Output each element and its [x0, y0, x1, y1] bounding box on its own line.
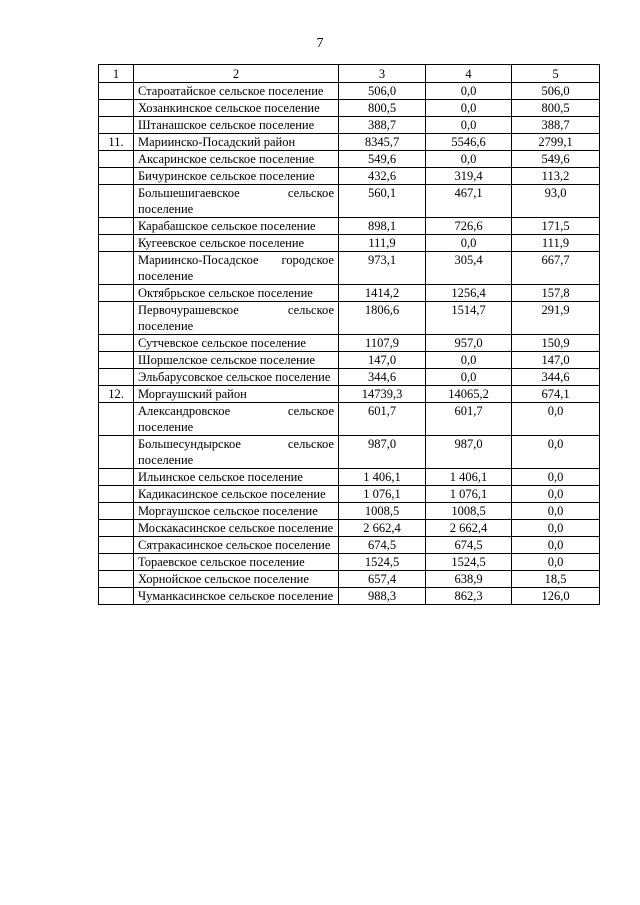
total-value: 987,0 [339, 436, 426, 469]
table-row [99, 83, 600, 100]
row-number [99, 100, 134, 117]
total-value: 674,5 [339, 537, 426, 554]
table-row [99, 218, 600, 235]
table-row [99, 571, 600, 588]
settlement-name: Эльбарусовское сельское поселение [134, 369, 339, 386]
total-value: 549,6 [339, 151, 426, 168]
total-value: 1806,6 [339, 302, 426, 335]
transfer-value: 0,0 [426, 369, 512, 386]
header-cell-2: 2 [134, 65, 339, 83]
table-row [99, 403, 600, 436]
total-value: 601,7 [339, 403, 426, 436]
total-value: 111,9 [339, 235, 426, 252]
transfer-value: 1256,4 [426, 285, 512, 302]
settlement-name: Моргаушский район [134, 386, 339, 403]
total-value: 506,0 [339, 83, 426, 100]
own-value: 0,0 [512, 520, 600, 537]
settlement-name: Чуманкасинское сельское поселение [134, 588, 339, 605]
row-number [99, 403, 134, 436]
row-number [99, 168, 134, 185]
total-value: 2 662,4 [339, 520, 426, 537]
own-value: 344,6 [512, 369, 600, 386]
total-value: 1107,9 [339, 335, 426, 352]
own-value: 113,2 [512, 168, 600, 185]
row-number: 12. [99, 386, 134, 403]
transfer-value: 957,0 [426, 335, 512, 352]
header-cell-1: 1 [99, 65, 134, 83]
transfer-value: 319,4 [426, 168, 512, 185]
row-number [99, 252, 134, 285]
transfer-value: 0,0 [426, 151, 512, 168]
transfer-value: 638,9 [426, 571, 512, 588]
row-number [99, 352, 134, 369]
own-value: 111,9 [512, 235, 600, 252]
total-value: 560,1 [339, 185, 426, 218]
transfer-value: 0,0 [426, 352, 512, 369]
settlement-name: Хозанкинское сельское поселение [134, 100, 339, 117]
table-row [99, 151, 600, 168]
row-number [99, 83, 134, 100]
total-value: 1 406,1 [339, 469, 426, 486]
row-number [99, 520, 134, 537]
row-number [99, 235, 134, 252]
own-value: 549,6 [512, 151, 600, 168]
own-value: 0,0 [512, 403, 600, 436]
row-number: 11. [99, 134, 134, 151]
settlement-name: Большешигаевское сельское поселение [134, 185, 339, 218]
total-value: 898,1 [339, 218, 426, 235]
own-value: 150,9 [512, 335, 600, 352]
transfer-value: 726,6 [426, 218, 512, 235]
own-value: 506,0 [512, 83, 600, 100]
settlement-name: Тораевское сельское поселение [134, 554, 339, 571]
transfer-value: 1514,7 [426, 302, 512, 335]
total-value: 1414,2 [339, 285, 426, 302]
table-row [99, 235, 600, 252]
settlement-name: Мариинско-Посадский район [134, 134, 339, 151]
table-header-row [99, 65, 600, 83]
own-value: 157,8 [512, 285, 600, 302]
settlement-name: Ильинское сельское поселение [134, 469, 339, 486]
transfer-value: 1 076,1 [426, 486, 512, 503]
transfer-value: 1008,5 [426, 503, 512, 520]
table-row [99, 117, 600, 134]
own-value: 291,9 [512, 302, 600, 335]
row-number [99, 537, 134, 554]
table-row [99, 352, 600, 369]
table-row [99, 302, 600, 335]
settlement-name: Мариинско-Посадское городское поселение [134, 252, 339, 285]
table-row [99, 503, 600, 520]
settlement-name: Карабашское сельское поселение [134, 218, 339, 235]
settlement-name: Сятракасинское сельское поселение [134, 537, 339, 554]
settlement-name: Кадикасинское сельское поселение [134, 486, 339, 503]
header-cell-5: 5 [512, 65, 600, 83]
own-value: 800,5 [512, 100, 600, 117]
table-row [99, 436, 600, 469]
own-value: 674,1 [512, 386, 600, 403]
own-value: 0,0 [512, 503, 600, 520]
header-cell-3: 3 [339, 65, 426, 83]
total-value: 988,3 [339, 588, 426, 605]
settlement-name: Первочурашевское сельское поселение [134, 302, 339, 335]
total-value: 1008,5 [339, 503, 426, 520]
transfer-value: 305,4 [426, 252, 512, 285]
settlement-name: Кугеевское сельское поселение [134, 235, 339, 252]
row-number [99, 571, 134, 588]
settlement-name: Бичуринское сельское поселение [134, 168, 339, 185]
settlement-name: Большесундырское сельское поселение [134, 436, 339, 469]
transfer-value: 0,0 [426, 83, 512, 100]
own-value: 388,7 [512, 117, 600, 134]
table-row [99, 100, 600, 117]
transfer-value: 0,0 [426, 235, 512, 252]
own-value: 2799,1 [512, 134, 600, 151]
row-number [99, 503, 134, 520]
district-row [99, 386, 600, 403]
own-value: 0,0 [512, 436, 600, 469]
row-number [99, 151, 134, 168]
settlement-name: Аксаринское сельское поселение [134, 151, 339, 168]
transfer-value: 14065,2 [426, 386, 512, 403]
table-row [99, 537, 600, 554]
own-value: 0,0 [512, 469, 600, 486]
settlement-name: Октябрьское сельское поселение [134, 285, 339, 302]
header-cell-4: 4 [426, 65, 512, 83]
settlement-name: Шоршелское сельское поселение [134, 352, 339, 369]
row-number [99, 185, 134, 218]
own-value: 93,0 [512, 185, 600, 218]
total-value: 344,6 [339, 369, 426, 386]
table-row [99, 554, 600, 571]
table-row [99, 168, 600, 185]
table-row [99, 285, 600, 302]
transfer-value: 601,7 [426, 403, 512, 436]
table-row [99, 520, 600, 537]
own-value: 0,0 [512, 486, 600, 503]
table-row [99, 185, 600, 218]
settlement-name: Сутчевское сельское поселение [134, 335, 339, 352]
total-value: 1524,5 [339, 554, 426, 571]
transfer-value: 5546,6 [426, 134, 512, 151]
own-value: 0,0 [512, 537, 600, 554]
total-value: 432,6 [339, 168, 426, 185]
row-number [99, 285, 134, 302]
total-value: 147,0 [339, 352, 426, 369]
table-row [99, 469, 600, 486]
total-value: 8345,7 [339, 134, 426, 151]
table-row [99, 335, 600, 352]
own-value: 18,5 [512, 571, 600, 588]
own-value: 147,0 [512, 352, 600, 369]
table-row [99, 369, 600, 386]
total-value: 14739,3 [339, 386, 426, 403]
transfer-value: 987,0 [426, 436, 512, 469]
row-number [99, 486, 134, 503]
row-number [99, 469, 134, 486]
row-number [99, 335, 134, 352]
row-number [99, 436, 134, 469]
table-row [99, 252, 600, 285]
total-value: 1 076,1 [339, 486, 426, 503]
settlement-name: Староатайское сельское поселение [134, 83, 339, 100]
district-row [99, 134, 600, 151]
own-value: 126,0 [512, 588, 600, 605]
settlement-name: Александровское сельское поселение [134, 403, 339, 436]
page-number: 7 [316, 36, 324, 51]
row-number [99, 369, 134, 386]
own-value: 171,5 [512, 218, 600, 235]
transfer-value: 0,0 [426, 117, 512, 134]
total-value: 973,1 [339, 252, 426, 285]
settlement-name: Моргаушское сельское поселение [134, 503, 339, 520]
table-row [99, 486, 600, 503]
transfer-value: 862,3 [426, 588, 512, 605]
row-number [99, 218, 134, 235]
own-value: 0,0 [512, 554, 600, 571]
table-row [99, 588, 600, 605]
transfer-value: 1524,5 [426, 554, 512, 571]
total-value: 657,4 [339, 571, 426, 588]
total-value: 388,7 [339, 117, 426, 134]
transfer-value: 0,0 [426, 100, 512, 117]
budget-table [98, 64, 600, 605]
transfer-value: 2 662,4 [426, 520, 512, 537]
transfer-value: 1 406,1 [426, 469, 512, 486]
row-number [99, 117, 134, 134]
row-number [99, 302, 134, 335]
row-number [99, 588, 134, 605]
transfer-value: 467,1 [426, 185, 512, 218]
settlement-name: Штанашское сельское поселение [134, 117, 339, 134]
row-number [99, 554, 134, 571]
total-value: 800,5 [339, 100, 426, 117]
transfer-value: 674,5 [426, 537, 512, 554]
own-value: 667,7 [512, 252, 600, 285]
settlement-name: Хорнойское сельское поселение [134, 571, 339, 588]
settlement-name: Москакасинское сельское поселение [134, 520, 339, 537]
